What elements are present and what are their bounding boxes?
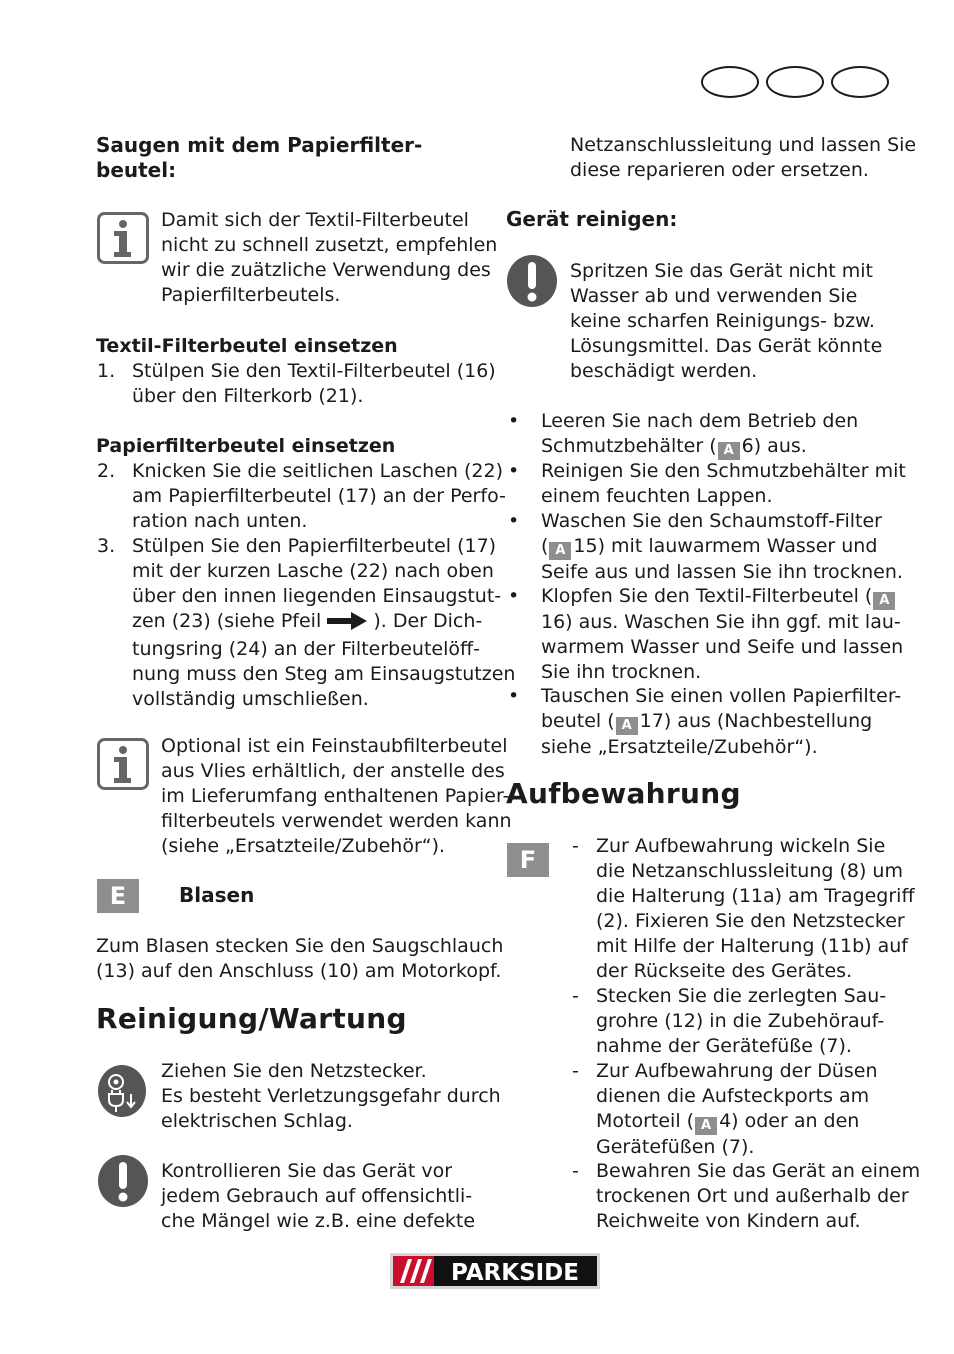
warning-icon (506, 254, 558, 312)
text-line (541, 709, 901, 735)
text-line: (siehe „Ersatzteile/Zubehör“). (161, 835, 446, 857)
logo-text: PARKSIDE (450, 1260, 580, 1286)
text-line: 16) aus. Waschen Sie ihn ggf. mit lau- (541, 611, 901, 633)
text-line: Damit sich der Textil-Filterbeutel (161, 209, 469, 231)
text-line: filterbeutels verwendet werden kann (161, 810, 512, 832)
language-badge-1 (701, 66, 759, 98)
bullet: • (508, 410, 520, 432)
step-number: 1. (97, 360, 116, 382)
text-line: die Netzanschlussleitung (8) um (596, 860, 903, 882)
figure-a-badge: A (873, 592, 895, 610)
unplug-note (161, 1059, 501, 1134)
info-note-2 (161, 734, 512, 859)
text-line: grohre (12) in die Zubehörauf- (596, 1010, 885, 1032)
text-line (132, 609, 515, 637)
text-line: mit Hilfe der Halterung (11b) auf (596, 935, 908, 957)
step-number: 3. (97, 535, 116, 557)
text-line: nahme der Gerätefüße (7). (596, 1035, 852, 1057)
text-line: Zur Aufbewahrung der Düsen (596, 1060, 878, 1082)
info-note-1 (161, 208, 497, 308)
bullet-item-3 (541, 509, 903, 585)
text-line (541, 434, 858, 460)
text-line: vollständig umschließen. (132, 688, 369, 710)
bullet: • (508, 460, 520, 482)
text-line: Reichweite von Kindern auf. (596, 1210, 861, 1232)
bullet: • (508, 685, 520, 707)
parkside-logo (390, 1253, 600, 1293)
blasen-title: Blasen (179, 883, 255, 907)
text-fragment: zen (23) (siehe Pfeil (132, 610, 322, 632)
text-line: elektrischen Schlag. (161, 1110, 353, 1132)
heading-line: beutel: (96, 158, 177, 182)
heading-geraet-reinigen: Gerät reinigen: (506, 207, 678, 231)
text-fragment: ( (541, 535, 549, 557)
warning-note-right (570, 259, 882, 384)
text-line: wir die zuätzliche Verwendung des (161, 259, 491, 281)
text-fragment: 4) oder an den (719, 1110, 860, 1132)
step-2 (132, 459, 506, 534)
heading-line: Saugen mit dem Papierfilter- (96, 133, 423, 157)
text-line (541, 584, 903, 610)
text-line: Zur Aufbewahrung wickeln Sie (596, 835, 886, 857)
text-line: beschädigt werden. (570, 360, 758, 382)
subheading-papier: Papierfilterbeutel einsetzen (96, 435, 396, 457)
language-badge-3 (831, 66, 889, 98)
figure-letter-f: F (507, 843, 549, 877)
text-line: einem feuchten Lappen. (541, 485, 773, 507)
text-line: im Lieferumfang enthaltenen Papier- (161, 785, 510, 807)
bullet-item-1 (541, 409, 858, 460)
subheading-textil: Textil-Filterbeutel einsetzen (96, 335, 398, 357)
text-line: Gerätefüßen (7). (596, 1136, 755, 1158)
text-line: Stecken Sie die zerlegten Sau- (596, 985, 887, 1007)
text-line: Tauschen Sie einen vollen Papierfilter- (541, 685, 902, 707)
text-line: Zum Blasen stecken Sie den Saugschlauch (96, 935, 504, 957)
dash: - (572, 985, 579, 1007)
storage-item-2 (596, 984, 886, 1059)
text-fragment: ). Der Dich- (373, 610, 483, 632)
text-line: keine scharfen Reinigungs- bzw. (570, 310, 875, 332)
warning-note-left (161, 1159, 475, 1234)
storage-item-1 (596, 834, 915, 984)
bullet: • (508, 510, 520, 532)
text-line: warmem Wasser und Seife und lassen (541, 636, 904, 658)
dash: - (572, 835, 579, 857)
info-icon (97, 738, 149, 794)
text-line: dienen die Aufsteckports am (596, 1085, 870, 1107)
text-line: über den innen liegenden Einsaugstut- (132, 585, 502, 607)
bullet-item-2 (541, 459, 906, 509)
text-line: Ziehen Sie den Netzstecker. (161, 1060, 427, 1082)
text-line: Lösungsmittel. Das Gerät könnte (570, 335, 883, 357)
text-line: Optional ist ein Feinstaubfilterbeutel (161, 735, 508, 757)
text-line: siehe „Ersatzteile/Zubehör“). (541, 736, 818, 758)
heading-papierfilter (96, 133, 422, 183)
text-fragment: 17) aus (Nachbestellung (639, 710, 873, 732)
text-line: nung muss den Steg am Einsaugstutzen (132, 663, 516, 685)
text-fragment: Schmutzbehälter ( (541, 435, 717, 457)
text-line: Sie ihn trocknen. (541, 661, 702, 683)
text-line: der Rückseite des Gerätes. (596, 960, 853, 982)
text-line: die Halterung (11a) am Tragegriff (596, 885, 915, 907)
text-line: (13) auf den Anschluss (10) am Motorkopf. (96, 960, 502, 982)
text-line: über den Filterkorb (21). (132, 385, 364, 407)
text-fragment: Motorteil ( (596, 1110, 695, 1132)
dash: - (572, 1160, 579, 1182)
dash: - (572, 1060, 579, 1082)
text-line: Bewahren Sie das Gerät an einem (596, 1160, 921, 1182)
text-line: Leeren Sie nach dem Betrieb den (541, 410, 859, 432)
text-line (596, 1109, 878, 1135)
text-line: tungsring (24) an der Filterbeutelöff- (132, 638, 480, 660)
figure-a-badge: A (616, 717, 638, 735)
text-line: Stülpen Sie den Textil-Filterbeutel (16) (132, 360, 496, 382)
text-line: am Papierfilterbeutel (17) an der Perfo- (132, 485, 506, 507)
text-line: diese reparieren oder ersetzen. (570, 159, 869, 181)
text-line: Waschen Sie den Schaumstoff-Filter (541, 510, 882, 532)
text-fragment: Klopfen Sie den Textil-Filterbeutel ( (541, 585, 873, 607)
continued-text (570, 133, 916, 183)
heading-reinigung: Reinigung/Wartung (96, 1002, 407, 1035)
step-number: 2. (97, 460, 116, 482)
text-fragment: beutel ( (541, 710, 615, 732)
step-3 (132, 534, 515, 712)
text-line: Netzanschlussleitung und lassen Sie (570, 134, 917, 156)
heading-aufbewahrung: Aufbewahrung (506, 777, 741, 810)
text-line: aus Vlies erhältlich, der anstelle des (161, 760, 505, 782)
text-line: Seife aus und lassen Sie ihn trocknen. (541, 561, 903, 583)
text-line: Knicken Sie die seitlichen Laschen (22) (132, 460, 503, 482)
text-line: jedem Gebrauch auf offensichtli- (161, 1185, 473, 1207)
text-line: (2). Fixieren Sie den Netzstecker (596, 910, 905, 932)
text-line: trockenen Ort und außerhalb der (596, 1185, 909, 1207)
text-line (541, 534, 903, 560)
bullet-item-4 (541, 584, 903, 685)
language-badge-2 (766, 66, 824, 98)
figure-letter-e: E (97, 879, 139, 913)
blasen-text (96, 934, 503, 984)
text-line: ration nach unten. (132, 510, 308, 532)
text-line: Kontrollieren Sie das Gerät vor (161, 1160, 453, 1182)
figure-a-badge: A (549, 542, 571, 560)
text-line: che Mängel wie z.B. eine defekte (161, 1210, 476, 1232)
storage-item-3 (596, 1059, 878, 1160)
text-line: mit der kurzen Lasche (22) nach oben (132, 560, 494, 582)
arrow-right-icon (327, 612, 367, 637)
bullet-item-5 (541, 684, 901, 760)
figure-a-badge: A (718, 442, 740, 460)
unplug-icon (97, 1064, 147, 1122)
warning-icon (97, 1154, 149, 1212)
text-line: Wasser ab und verwenden Sie (570, 285, 858, 307)
text-line: Es besteht Verletzungsgefahr durch (161, 1085, 501, 1107)
text-line: Spritzen Sie das Gerät nicht mit (570, 260, 874, 282)
figure-a-badge: A (695, 1117, 717, 1135)
bullet: • (508, 585, 520, 607)
text-line: Papierfilterbeutels. (161, 284, 341, 306)
text-line: Stülpen Sie den Papierfilterbeutel (17) (132, 535, 497, 557)
info-icon (97, 212, 149, 268)
step-1 (132, 359, 496, 409)
text-fragment: 6) aus. (741, 435, 807, 457)
storage-item-4 (596, 1159, 920, 1234)
text-line: Reinigen Sie den Schmutzbehälter mit (541, 460, 906, 482)
text-line: nicht zu schnell zusetzt, empfehlen (161, 234, 498, 256)
text-fragment: 15) mit lauwarmem Wasser und (573, 535, 878, 557)
